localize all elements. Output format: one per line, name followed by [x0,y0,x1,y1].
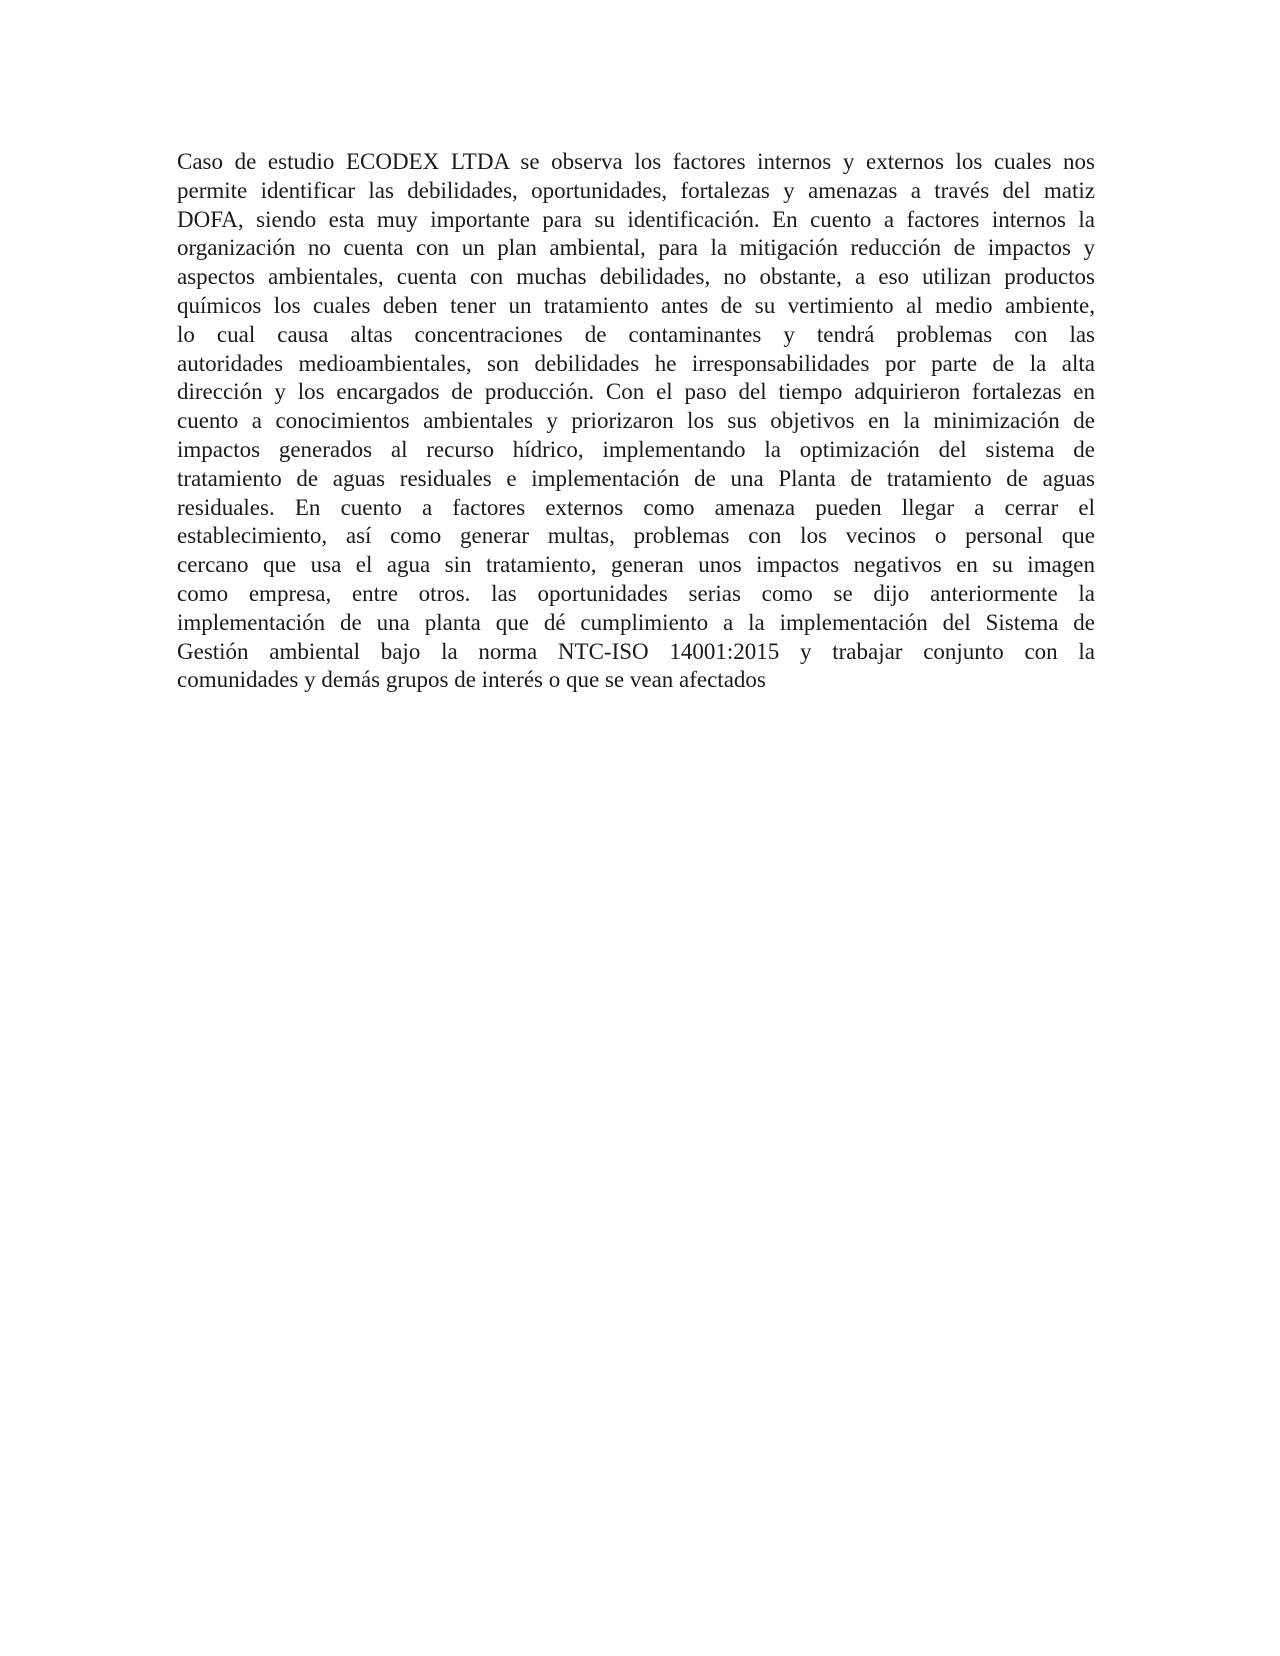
paragraph-line: DOFA, siendo esta muy importante para su identificación. En cuento a factores internos la [177,206,1095,232]
paragraph-line: organización no cuenta con un plan ambiental, para la mitigación reducción de impactos y [177,235,1095,261]
paragraph-line: cuento a conocimientos ambientales y priorizaron los sus objetivos en la minimización de [177,408,1095,434]
paragraph-line: autoridades medioambientales, son debilidades he irresponsabilidades por parte de la alta [177,350,1095,376]
paragraph-line: dirección y los encargados de producción. Con el paso del tiempo adquirieron fortalezas en [177,379,1095,405]
body-paragraph [177,148,1095,695]
paragraph-line: aspectos ambientales, cuenta con muchas debilidades, no obstante, a eso utilizan productos [177,264,1095,290]
paragraph-line: permite identificar las debilidades, oportunidades, fortalezas y amenazas a través del matiz [177,177,1095,203]
paragraph-line: comunidades y demás grupos de interés o que se vean afectados [177,667,766,693]
paragraph-line: Caso de estudio ECODEX LTDA se observa los factores internos y externos los cuales nos [177,149,1095,174]
paragraph-line: Gestión ambiental bajo la norma NTC-ISO 14001:2015 y trabajar conjunto con la [177,638,1095,664]
paragraph-line: tratamiento de aguas residuales e implementación de una Planta de tratamiento de aguas [177,465,1095,491]
paragraph-line: lo cual causa altas concentraciones de contaminantes y tendrá problemas con las [177,321,1095,347]
paragraph-line: cercano que usa el agua sin tratamiento, generan unos impactos negativos en su imagen [177,552,1095,578]
paragraph-line: implementación de una planta que dé cumplimiento a la implementación del Sistema de [177,609,1095,635]
paragraph-line: impactos generados al recurso hídrico, implementando la optimización del sistema de [177,436,1095,462]
paragraph-line: residuales. En cuento a factores externos como amenaza pueden llegar a cerrar el [177,494,1095,520]
paragraph-line: como empresa, entre otros. las oportunidades serias como se dijo anteriormente la [177,580,1095,606]
paragraph-line: establecimiento, así como generar multas, problemas con los vecinos o personal que [177,523,1095,549]
paragraph-line: químicos los cuales deben tener un tratamiento antes de su vertimiento al medio ambiente, [177,292,1095,318]
